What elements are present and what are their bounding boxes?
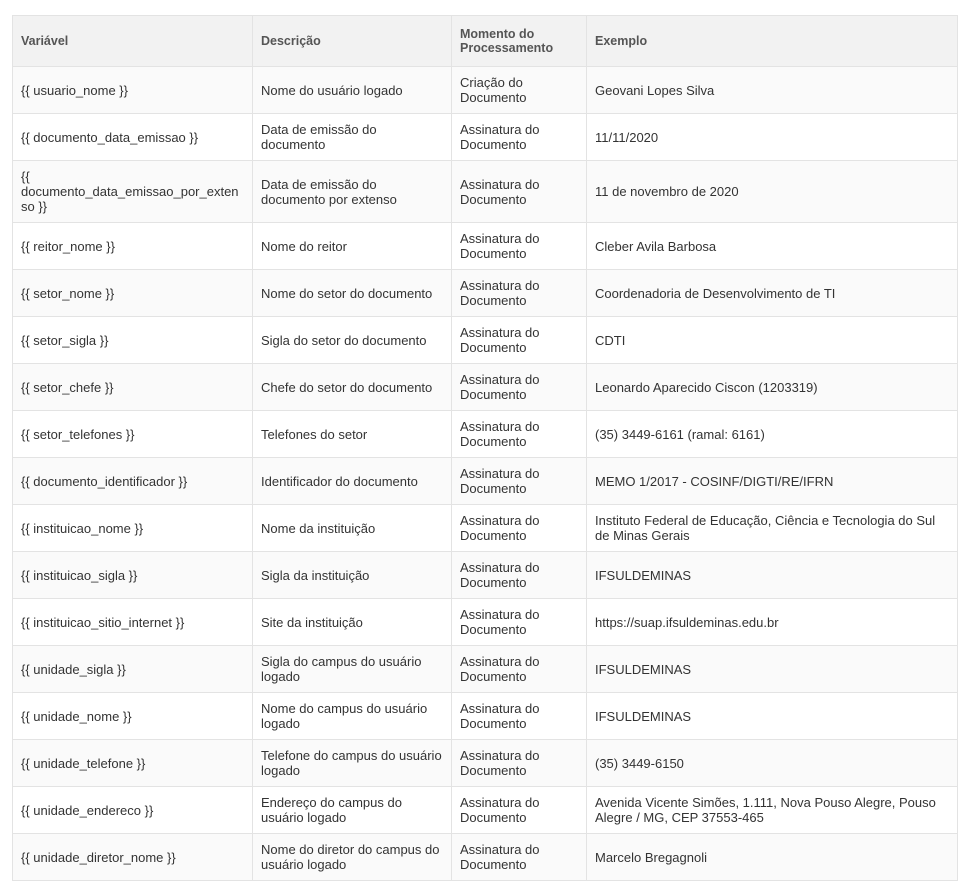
cell-descricao: Chefe do setor do documento — [253, 364, 452, 411]
cell-exemplo: (35) 3449-6150 — [587, 740, 958, 787]
cell-descricao: Endereço do campus do usuário logado — [253, 787, 452, 834]
table-row — [13, 646, 958, 693]
cell-variavel: {{ unidade_nome }} — [13, 693, 253, 740]
cell-variavel: {{ setor_telefones }} — [13, 411, 253, 458]
cell-variavel: {{ documento_data_emissao }} — [13, 114, 253, 161]
header-variavel: Variável — [13, 16, 253, 67]
table-row — [13, 161, 958, 223]
cell-exemplo: 11 de novembro de 2020 — [587, 161, 958, 223]
cell-variavel: {{ unidade_endereco }} — [13, 787, 253, 834]
table-row — [13, 552, 958, 599]
cell-exemplo: 11/11/2020 — [587, 114, 958, 161]
table-body — [13, 67, 958, 881]
table-row — [13, 317, 958, 364]
table-row — [13, 599, 958, 646]
table-row — [13, 114, 958, 161]
cell-variavel: {{ setor_chefe }} — [13, 364, 253, 411]
cell-variavel: {{ documento_data_emissao_por_extenso }} — [13, 161, 253, 223]
table-row — [13, 740, 958, 787]
table-row — [13, 505, 958, 552]
cell-variavel: {{ unidade_telefone }} — [13, 740, 253, 787]
cell-momento: Assinatura do Documento — [452, 161, 587, 223]
cell-descricao: Data de emissão do documento por extenso — [253, 161, 452, 223]
table-row — [13, 270, 958, 317]
cell-descricao: Nome do usuário logado — [253, 67, 452, 114]
variables-table — [12, 15, 958, 881]
cell-variavel: {{ unidade_diretor_nome }} — [13, 834, 253, 881]
cell-descricao: Telefones do setor — [253, 411, 452, 458]
table-row — [13, 458, 958, 505]
cell-exemplo: IFSULDEMINAS — [587, 646, 958, 693]
table-row — [13, 411, 958, 458]
header-exemplo: Exemplo — [587, 16, 958, 67]
cell-descricao: Sigla do setor do documento — [253, 317, 452, 364]
cell-exemplo: IFSULDEMINAS — [587, 693, 958, 740]
cell-descricao: Nome do setor do documento — [253, 270, 452, 317]
cell-descricao: Telefone do campus do usuário logado — [253, 740, 452, 787]
cell-descricao: Nome da instituição — [253, 505, 452, 552]
cell-exemplo: Marcelo Bregagnoli — [587, 834, 958, 881]
cell-descricao: Nome do reitor — [253, 223, 452, 270]
cell-exemplo: (35) 3449-6161 (ramal: 6161) — [587, 411, 958, 458]
cell-exemplo: Geovani Lopes Silva — [587, 67, 958, 114]
cell-momento: Assinatura do Documento — [452, 411, 587, 458]
cell-momento: Assinatura do Documento — [452, 552, 587, 599]
cell-momento: Assinatura do Documento — [452, 270, 587, 317]
cell-descricao: Nome do diretor do campus do usuário logado — [253, 834, 452, 881]
cell-variavel: {{ setor_nome }} — [13, 270, 253, 317]
cell-momento: Assinatura do Documento — [452, 114, 587, 161]
cell-descricao: Sigla do campus do usuário logado — [253, 646, 452, 693]
cell-exemplo: CDTI — [587, 317, 958, 364]
cell-momento: Assinatura do Documento — [452, 646, 587, 693]
cell-momento: Assinatura do Documento — [452, 364, 587, 411]
cell-variavel: {{ instituicao_nome }} — [13, 505, 253, 552]
table-row — [13, 693, 958, 740]
cell-momento: Assinatura do Documento — [452, 834, 587, 881]
cell-descricao: Site da instituição — [253, 599, 452, 646]
table-row — [13, 364, 958, 411]
cell-descricao: Nome do campus do usuário logado — [253, 693, 452, 740]
cell-descricao: Identificador do documento — [253, 458, 452, 505]
cell-momento: Assinatura do Documento — [452, 599, 587, 646]
cell-momento: Assinatura do Documento — [452, 317, 587, 364]
cell-variavel: {{ documento_identificador }} — [13, 458, 253, 505]
cell-exemplo: Avenida Vicente Simões, 1.111, Nova Pouso Alegre, Pouso Alegre / MG, CEP 37553-465 — [587, 787, 958, 834]
cell-variavel: {{ instituicao_sigla }} — [13, 552, 253, 599]
cell-momento: Assinatura do Documento — [452, 505, 587, 552]
cell-descricao: Data de emissão do documento — [253, 114, 452, 161]
table-row — [13, 787, 958, 834]
cell-momento: Assinatura do Documento — [452, 458, 587, 505]
table-header — [13, 16, 958, 67]
table-row — [13, 834, 958, 881]
cell-momento: Criação do Documento — [452, 67, 587, 114]
cell-exemplo: https://suap.ifsuldeminas.edu.br — [587, 599, 958, 646]
header-momento: Momento do Processamento — [452, 16, 587, 67]
cell-descricao: Sigla da instituição — [253, 552, 452, 599]
cell-momento: Assinatura do Documento — [452, 740, 587, 787]
cell-variavel: {{ setor_sigla }} — [13, 317, 253, 364]
cell-variavel: {{ instituicao_sitio_internet }} — [13, 599, 253, 646]
cell-exemplo: Leonardo Aparecido Ciscon (1203319) — [587, 364, 958, 411]
cell-exemplo: MEMO 1/2017 - COSINF/DIGTI/RE/IFRN — [587, 458, 958, 505]
cell-variavel: {{ unidade_sigla }} — [13, 646, 253, 693]
cell-exemplo: Instituto Federal de Educação, Ciência e Tecnologia do Sul de Minas Gerais — [587, 505, 958, 552]
cell-momento: Assinatura do Documento — [452, 693, 587, 740]
header-row — [13, 16, 958, 67]
table-row — [13, 67, 958, 114]
cell-variavel: {{ usuario_nome }} — [13, 67, 253, 114]
header-descricao: Descrição — [253, 16, 452, 67]
variables-table-container — [12, 15, 957, 881]
cell-variavel: {{ reitor_nome }} — [13, 223, 253, 270]
cell-exemplo: IFSULDEMINAS — [587, 552, 958, 599]
table-row — [13, 223, 958, 270]
cell-exemplo: Coordenadoria de Desenvolvimento de TI — [587, 270, 958, 317]
cell-momento: Assinatura do Documento — [452, 223, 587, 270]
cell-exemplo: Cleber Avila Barbosa — [587, 223, 958, 270]
cell-momento: Assinatura do Documento — [452, 787, 587, 834]
